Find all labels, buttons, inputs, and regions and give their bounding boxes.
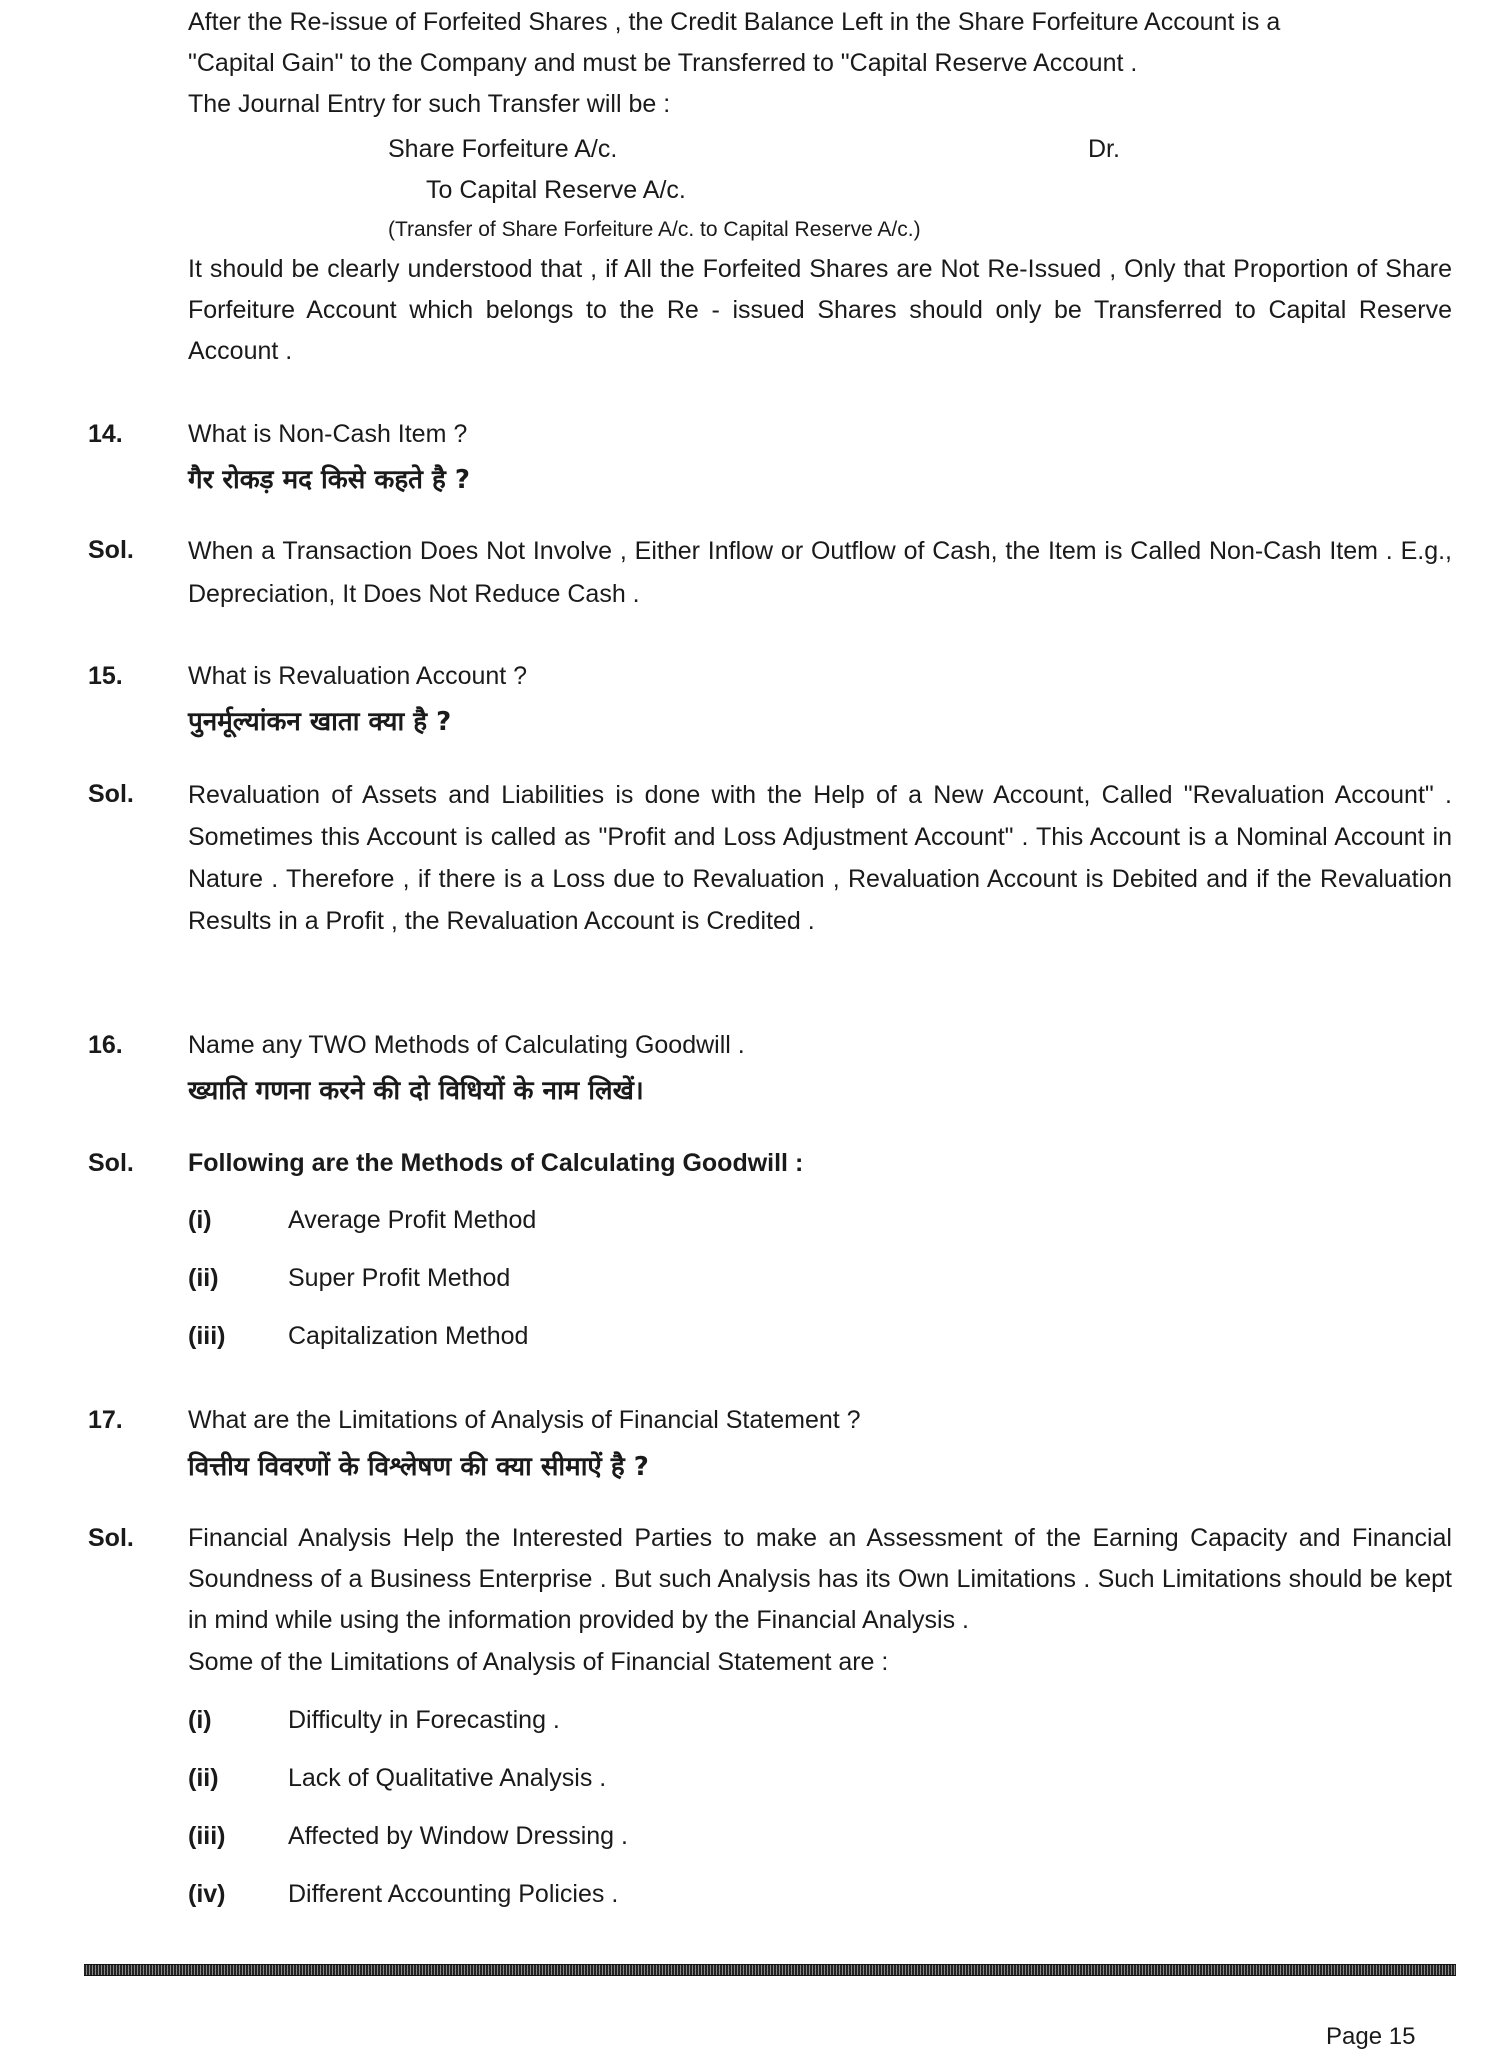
list-item-mark: (ii) (188, 1264, 219, 1292)
list-item-text: Affected by Window Dressing . (288, 1822, 628, 1850)
journal-credit-line: To Capital Reserve A/c. (426, 176, 686, 204)
page-number: Page 15 (1326, 2023, 1416, 2050)
sol-label-15: Sol. (88, 780, 134, 808)
list-item-mark: (iii) (188, 1822, 226, 1850)
journal-narration: (Transfer of Share Forfeiture A/c. to Capital Reserve A/c.) (388, 218, 921, 241)
list-item-text: Different Accounting Policies . (288, 1880, 619, 1908)
intro-line-1: After the Re-issue of Forfeited Shares , the Credit Balance Left in the Share Forfeiture Account is a (188, 8, 1281, 36)
list-item-text: Average Profit Method (288, 1206, 537, 1234)
list-item-mark: (iii) (188, 1322, 226, 1350)
intro-para2: It should be clearly understood that , if All the Forfeited Shares are Not Re-Issued , Only that Proportion of Share Forfeiture Account which belongs to the Re - issued Shares should only be Transferred to Capital Reserve Account . (188, 255, 1452, 365)
intro-line-2: "Capital Gain" to the Company and must be Transferred to "Capital Reserve Account . (188, 49, 1138, 77)
answer-17-line2: Some of the Limitations of Analysis of Financial Statement are : (188, 1648, 889, 1676)
question-14-hindi: गैर रोकड़ मद किसे कहते है ? (188, 465, 470, 495)
question-16-text: Name any TWO Methods of Calculating Goodwill . (188, 1031, 745, 1059)
intro-line-3: The Journal Entry for such Transfer will be : (188, 90, 671, 118)
footer-rule (84, 1964, 1456, 1976)
list-item-text: Capitalization Method (288, 1322, 529, 1350)
answer-15: Revaluation of Assets and Liabilities is done with the Help of a New Account, Called "Revaluation Account" . Sometimes this Account is called as "Profit and Loss Adjustment Account" . This Account is a Nominal Account in Nature . Therefore , if there is a Loss due to Revaluation , Revaluation Account is Debited and if the Revaluation Results in a Profit , the Revaluation Account is Credited . (188, 781, 1452, 935)
intro-para1 (188, 2, 1452, 125)
list-item-mark: (i) (188, 1206, 212, 1234)
question-14-text: What is Non-Cash Item ? (188, 420, 468, 448)
journal-dr-label: Dr. (1088, 135, 1120, 163)
question-number-16: 16. (88, 1031, 123, 1059)
answer-17: Financial Analysis Help the Interested Parties to make an Assessment of the Earning Capacity and Financial Soundness of a Business Enterprise . But such Analysis has its Own Limitations . Such Limitations should be kept in mind while using the information provided by the Financial Analysis . (188, 1524, 1452, 1634)
list-item-mark: (i) (188, 1706, 212, 1734)
question-number-15: 15. (88, 662, 123, 690)
sol-label-14: Sol. (88, 536, 134, 564)
question-16-hindi: ख्याति गणना करने की दो विधियों के नाम लिखें। (188, 1076, 644, 1106)
answer-16-heading: Following are the Methods of Calculating Goodwill : (188, 1149, 804, 1177)
question-15-text: What is Revaluation Account ? (188, 662, 528, 690)
question-number-14: 14. (88, 420, 123, 448)
question-17-text: What are the Limitations of Analysis of Financial Statement ? (188, 1406, 861, 1434)
journal-debit-line: Share Forfeiture A/c. (388, 135, 618, 163)
list-item-mark: (ii) (188, 1764, 219, 1792)
answer-14: When a Transaction Does Not Involve , Either Inflow or Outflow of Cash, the Item is Called Non-Cash Item . E.g., Depreciation, It Does Not Reduce Cash . (188, 537, 1452, 608)
list-item-text: Difficulty in Forecasting . (288, 1706, 560, 1734)
question-17-hindi: वित्तीय विवरणों के विश्लेषण की क्या सीमाऐं है ? (188, 1452, 649, 1482)
question-15-hindi: पुनर्मूल्यांकन खाता क्या है ? (188, 707, 452, 737)
sol-label-17: Sol. (88, 1524, 134, 1552)
list-item-mark: (iv) (188, 1880, 226, 1908)
sol-label-16: Sol. (88, 1149, 134, 1177)
list-item-text: Super Profit Method (288, 1264, 511, 1292)
list-item-text: Lack of Qualitative Analysis . (288, 1764, 607, 1792)
question-number-17: 17. (88, 1406, 123, 1434)
